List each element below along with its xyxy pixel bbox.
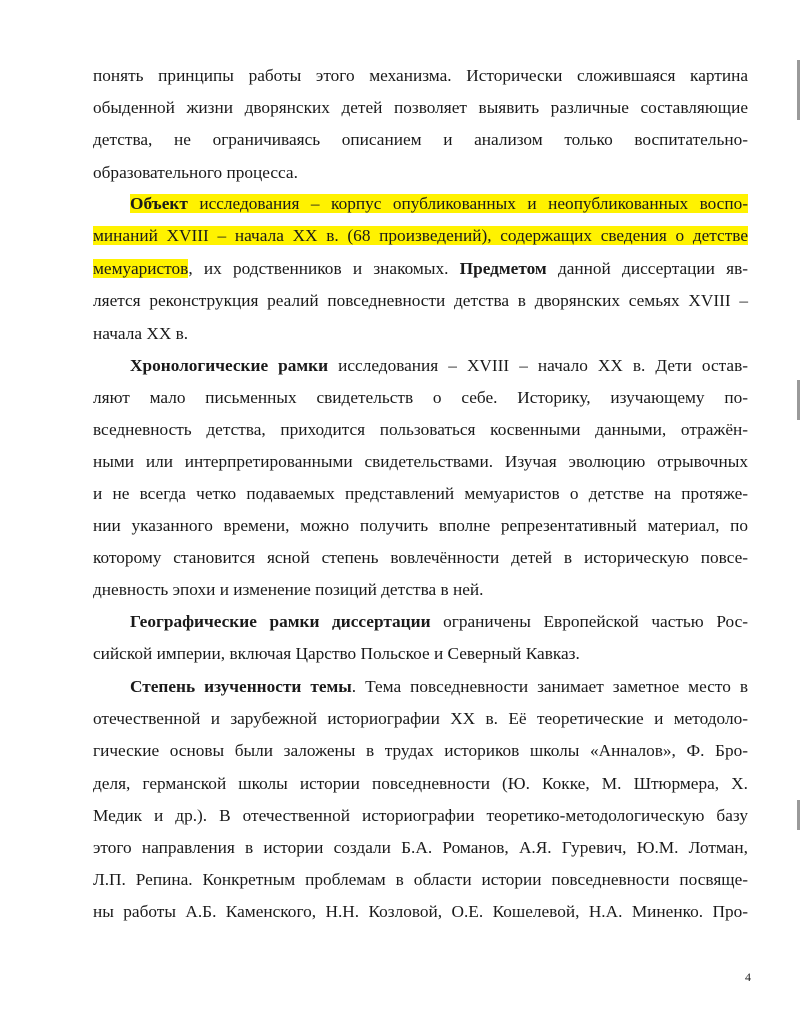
bold-term: Географические рамки диссертации: [130, 612, 431, 631]
text-line: [93, 482, 748, 506]
highlighted-text: минаний XVIII – начала XX в. (68 произведений), содержащих сведения о детстве: [93, 226, 748, 245]
text-run: гические основы были заложены в трудах историков школы «Анналов», Ф. Бро-: [93, 741, 748, 760]
text-line: [93, 900, 748, 924]
text-line: [93, 418, 748, 442]
text-run: которому становится ясной степень вовлечённости детей в историческую повсе-: [93, 548, 748, 567]
text-run: деля, германской школы истории повседневности (Ю. Кокке, М. Штюрмера, Х.: [93, 774, 748, 793]
text-line: [93, 161, 748, 185]
text-line: [93, 739, 748, 763]
text-line: [93, 546, 748, 570]
text-run: ны работы А.Б. Каменского, Н.Н. Козловой, О.Е. Кошелевой, Н.А. Миненко. Про-: [93, 902, 748, 921]
text-line: [93, 289, 748, 313]
text-run: нии указанного времени, можно получить вполне репрезентативный материал, по: [93, 516, 748, 535]
bold-term: Хронологические рамки: [130, 356, 329, 375]
text-line: [130, 354, 748, 378]
text-line: [93, 804, 748, 828]
text-line: [93, 772, 748, 796]
text-line: [93, 707, 748, 731]
text-line: [93, 868, 748, 892]
bold-term: Объект: [130, 194, 188, 213]
text-run: отечественной и зарубежной историографии XX в. Её теоретические и методоло-: [93, 709, 748, 728]
text-line: [130, 675, 748, 699]
bold-term: Предметом: [459, 259, 547, 278]
text-line: [93, 514, 748, 538]
text-run: вседневность детства, приходится пользоваться косвенными данными, отражён-: [93, 420, 748, 439]
text-run: образовательного процесса.: [93, 163, 298, 182]
text-line: [93, 257, 748, 281]
text-run: ограничены Европейской частью Рос-: [430, 612, 748, 631]
text-line: [93, 322, 748, 346]
text-run: обыденной жизни дворянских детей позволяет выявить различные составляющие: [93, 98, 748, 117]
text-run: , их родственников и знакомых.: [188, 259, 460, 278]
text-run: ляется реконструкция реалий повседневности детства в дворянских семьях XVIII –: [93, 291, 748, 310]
text-run: ными или интерпретированными свидетельствами. Изучая эволюцию отрывочных: [93, 452, 748, 471]
text-line: [93, 450, 748, 474]
text-run: этого направления в истории создали Б.А. Романов, А.Я. Гуревич, Ю.М. Лотман,: [93, 838, 748, 857]
page-number: 4: [745, 970, 751, 984]
text-run: данной диссертации яв-: [546, 259, 748, 278]
text-line: [93, 578, 748, 602]
text-run: и не всегда четко подаваемых представлений мемуаристов о детстве на протяже-: [93, 484, 748, 503]
text-line: [93, 224, 748, 248]
text-run: . Тема повседневности занимает заметное место в: [351, 677, 748, 696]
text-run: исследования – XVIII – начало XX в. Дети остав-: [328, 356, 748, 375]
text-run: начала XX в.: [93, 324, 189, 343]
text-line: [93, 642, 748, 666]
text-line: [130, 192, 748, 216]
text-line: [93, 96, 748, 120]
bold-term: Степень изученности темы: [130, 677, 352, 696]
text-run: понять принципы работы этого механизма. Исторически сложившаяся картина: [93, 66, 748, 85]
text-line: [93, 386, 748, 410]
text-run: сийской империи, включая Царство Польское и Северный Кавказ.: [93, 644, 580, 663]
text-run: дневность эпохи и изменение позиций детства в ней.: [93, 580, 484, 599]
text-run: Л.П. Репина. Конкретным проблемам в области истории повседневности посвяще-: [93, 870, 748, 889]
highlighted-text: исследования – корпус опубликованных и неопубликованных воспо-: [187, 194, 748, 213]
highlighted-text: мемуаристов: [93, 259, 189, 278]
text-run: Медик и др.). В отечественной историографии теоретико-методологическую базу: [93, 806, 748, 825]
text-run: детства, не ограничиваясь описанием и анализом только воспитательно-: [93, 130, 748, 149]
text-line: [93, 836, 748, 860]
text-line: [130, 610, 748, 634]
text-run: ляют мало письменных свидетельств о себе. Историку, изучающему по-: [93, 388, 748, 407]
text-line: [93, 64, 748, 88]
text-line: [93, 128, 748, 152]
